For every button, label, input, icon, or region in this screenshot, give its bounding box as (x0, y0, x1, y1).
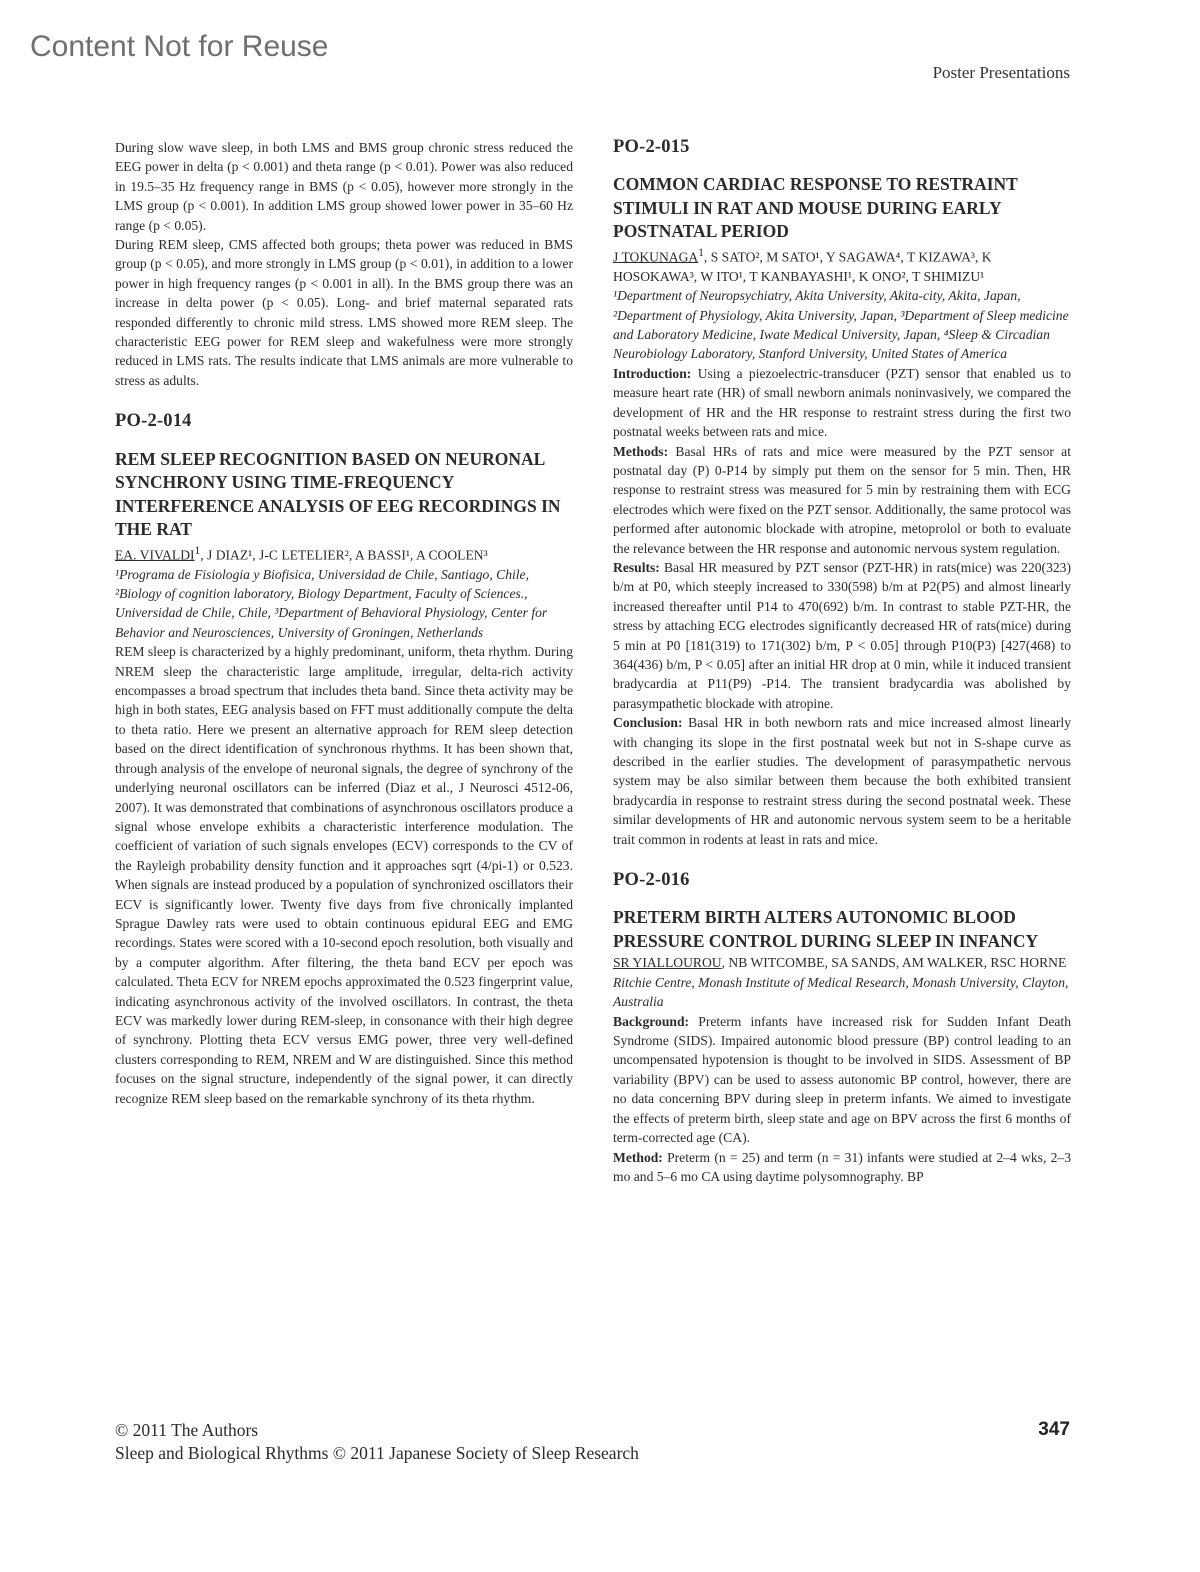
footer (115, 1419, 639, 1465)
running-head: Poster Presentations (932, 63, 1070, 82)
abstract-authors-po-2-015: J TOKUNAGA$^1$, S SATO², M SATO¹, Y SAGAWA⁴, T KIZAWA³, K HOSOKAWA³, W ITO¹, T KANBAYASHI¹, K ONO², T SHIMIZU¹ (613, 246, 992, 284)
abstract-title-po-2-014: REM SLEEP RECOGNITION BASED ON NEURONAL SYNCHRONY USING TIME-FREQUENCY INTERFERENCE ANALYSIS OF EEG RECORDINGS IN THE RAT (115, 448, 561, 540)
section-label: Conclusion: (613, 715, 683, 731)
abstract-affiliations-po-2-016: Ritchie Centre, Monash Institute of Medical Research, Monash University, Clayton, Australia (613, 974, 1069, 1010)
presenter-superscript: 1 (698, 246, 704, 259)
section-method (613, 1148, 1071, 1187)
co-authors: J DIAZ¹, J-C LETELIER², A BASSI¹, A COOLEN³ (207, 547, 488, 563)
abstract-title-po-2-015: COMMON CARDIAC RESPONSE TO RESTRAINT STIMULI IN RAT AND MOUSE DURING EARLY POSTNATAL PERIOD (613, 174, 1018, 242)
section-label: Method: (613, 1149, 663, 1165)
page-number: 347 (1038, 1419, 1070, 1440)
section-methods (613, 442, 1071, 558)
abstract-id-po-2-016: PO-2-016 (613, 870, 690, 891)
co-authors: NB WITCOMBE, SA SANDS, AM WALKER, RSC HORNE (728, 955, 1067, 971)
right-column (613, 138, 1071, 1186)
section-text: Using a piezoelectric-transducer (PZT) sensor that enabled us to measure heart rate (HR) of small newborn animals noninvasively, we compared the development of HR and the HR response to restraint stress during the first two postnatal weeks between rats and mice. (613, 365, 1071, 440)
footer-copyright: © 2011 The Authors (115, 1420, 259, 1440)
abstract-id-po-2-014: PO-2-014 (115, 411, 192, 432)
section-label: Introduction: (613, 365, 692, 381)
abstract-affiliations-po-2-015: ¹Department of Neuropsychiatry, Akita University, Akita-city, Akita, Japan, ²Department of Physiology, Akita University, Japan, ³Department of Sleep medicine and Laboratory Medicine, Iwate Medical University, Japan, ⁴Sleep & Circadian Neurobiology Laboratory, Stanford University, United States of America (613, 288, 1069, 362)
section-text: Preterm infants have increased risk for Sudden Infant Death Syndrome (SIDS). Impaired autonomic blood pressure (BP) control leading to an uncompensated hypotension is thought to be involved in SIDS. Assessment of BP variability (BPV) can be used to assess autonomic BP control, however, there are no data concerning BPV during sleep in preterm infants. We aimed to investigate the effects of preterm birth, sleep state and age on BPV across the first 6 months of term-corrected age (CA). (613, 1013, 1072, 1146)
abstract-title-po-2-016: PRETERM BIRTH ALTERS AUTONOMIC BLOOD PRESSURE CONTROL DURING SLEEP IN INFANCY (613, 907, 1039, 951)
continuation-paragraph-2: During REM sleep, CMS affected both groups; theta power was reduced in BMS group (p < 0.05), and more strongly in LMS group (p < 0.01), in addition to a lower power in high frequency ranges (p < 0.001 in all). In the BMS group there was an increase in delta power (p < 0.05). Long- and brief maternal separated rats responded differently to chronic mild stress. LMS showed more REM sleep. The characteristic EEG power for REM sleep and wakefulness were more strongly reduced in LMS rats. The results indicate that LMS animals are more vulnerable to stress as adults. (115, 237, 573, 388)
section-background (613, 1012, 1071, 1148)
co-authors: S SATO², M SATO¹, Y SAGAWA⁴, T KIZAWA³, K HOSOKAWA³, W ITO¹, T KANBAYASHI¹, K ONO², T SHIMIZU¹ (613, 249, 992, 284)
footer-journal: Sleep and Biological Rhythms © 2011 Japanese Society of Sleep Research (115, 1443, 639, 1463)
section-text: Basal HR measured by PZT sensor (PZT-HR) in rats(mice) was 220(323) b/m at P0, which steeply increased to 330(598) b/m at P2(P5) and almost linearly increased thereafter until P14 to 470(692) b/m. In contrast to stable PZT-HR, the stress by attaching ECG electrodes significantly decreased HR of rats(mice) during 5 min at P0 [181(319) to 171(302) b/m, P < 0.05] through P10(P3) [427(468) to 364(436) b/m, P < 0.05] after an initial HR drop at 0 min, while it induced transient bradycardia at P11(P9) -P14. The transient bradycardia was abolished by parasympathetic blockade with atropine. (613, 559, 1071, 711)
abstract-affiliations-po-2-014: ¹Programa de Fisiologia y Biofisica, Universidad de Chile, Santiago, Chile, ²Biology of cognition laboratory, Biology Department, Faculty of Sciences., Universidad de Chile, Chile, ³Department of Behavioral Physiology, Center for Behavior and Neurosciences, University of Groningen, Netherlands (115, 566, 548, 640)
section-text: Basal HR in both newborn rats and mice increased almost linearly with changing its slope in the first postnatal week but not in S-shape curve as described in the earlier studies. The development of parasympathetic nervous system may be also similar between them because the both exhibited transient bradycardia in response to restraint stress during the second postnatal week. These similar developments of HR and autonomic nervous system seem to be a heritable trait common in rodents at least in rats and mice. (613, 715, 1071, 847)
section-label: Background: (613, 1013, 690, 1029)
presenter-name: J TOKUNAGA (613, 249, 699, 265)
section-text: Preterm (n = 25) and term (n = 31) infants were studied at 2–4 wks, 2–3 mo and 5–6 mo CA using daytime polysomnography. BP (613, 1149, 1072, 1184)
section-results (613, 558, 1071, 713)
presenter-name: SR YIALLOUROU (613, 955, 722, 971)
section-conclusion (613, 713, 1071, 849)
section-introduction (613, 364, 1071, 442)
abstract-id-po-2-015: PO-2-015 (613, 137, 690, 157)
watermark: Content Not for Reuse (30, 30, 329, 63)
abstract-authors-po-2-016: SR YIALLOUROU, NB WITCOMBE, SA SANDS, AM WALKER, RSC HORNE (613, 955, 1067, 971)
abstract-authors-po-2-014: EA. VIVALDI$^1$, J DIAZ¹, J-C LETELIER², A BASSI¹, A COOLEN³ (115, 544, 488, 563)
left-column (115, 138, 573, 1108)
continuation-paragraph-1: During slow wave sleep, in both LMS and BMS group chronic stress reduced the EEG power in delta (p < 0.001) and theta range (p < 0.01). Power was also reduced in 19.5–35 Hz frequency range in BMS (p < 0.05), however more strongly in the LMS group (p < 0.001). In addition LMS group showed lower power in 35–60 Hz range (p < 0.05). (115, 140, 573, 233)
presenter-name: EA. VIVALDI (115, 547, 195, 563)
presenter-superscript: 1 (194, 544, 201, 557)
section-text: Basal HRs of rats and mice were measured by the PZT sensor at postnatal day (P) 0-P14 by simply put them on the sensor for 5 min. Then, HR response to restraint stress was measured for 5 min by restraining them with ECG electrodes which were fixed on the PZT sensor. Additionally, the same protocol was performed after autonomic blockade with atropine, metoprolol or both to evaluate the relevance between the HR response and autonomic nervous system regulation. (613, 443, 1071, 556)
section-label: Methods: (613, 443, 669, 459)
abstract-body-po-2-014: REM sleep is characterized by a highly predominant, uniform, theta rhythm. During NREM sleep the characteristic large amplitude, irregular, delta-rich activity encompasses a broad spectrum that includes theta band. Since theta activity may be high in both states, EEG analysis based on FFT must additionally compute the delta to theta ratio. Here we present an alternative approach for REM sleep detection based on the direct identification of synchronous rhythms. It has been shown that, through analysis of the envelope of neuronal signals, the degree of synchrony of the underlying neuronal oscillators can be inferred (Diaz et al., J Neurosci 4512-06, 2007). It was demonstrated that combinations of asynchronous oscillators produce a signal whose envelope exhibits a characteristic interference modulation. The coefficient of variation of such signals envelopes (ECV) corresponds to the CV of the Rayleigh probability density function and it approaches sqrt (4/pi-1) or 0.523. When signals are instead produced by a population of synchronized oscillators their ECV is significantly lower. Twenty five days from five chronically implanted Sprague Dawley rats were used to obtain continuous epidural EEG and EMG recordings. States were scored with a 10-second epoch resolution, both visually and by a computer algorithm. After filtering, the theta band ECV per epoch was calculated. Theta ECV for NREM epochs approximated the 0.523 fingerprint value, indicating asynchronous activity of the involved oscillators. In contrast, the theta ECV was markedly lower during REM-sleep, in consonance with their high degree of synchrony. Plotting theta ECV versus EMG power, three very well-defined clusters corresponding to REM, NREM and W are distinguished. Since this method focuses on the signal structure, independently of the signal power, it can directly recognize REM sleep based on the remarkable synchrony of its theta rhythm. (115, 644, 573, 1106)
section-label: Results: (613, 559, 660, 575)
